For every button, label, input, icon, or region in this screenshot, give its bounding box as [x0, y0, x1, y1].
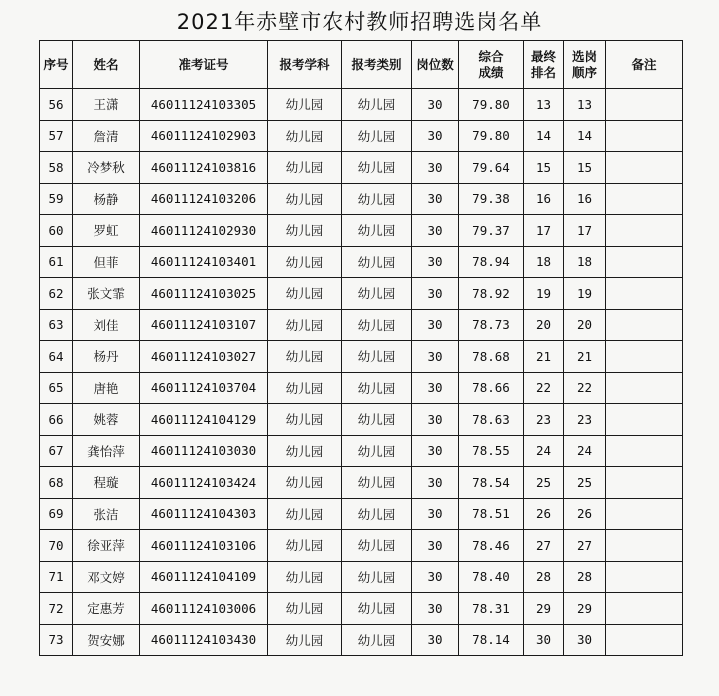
cell-order: 24 — [564, 435, 606, 467]
cell-category: 幼儿园 — [342, 561, 412, 593]
cell-category: 幼儿园 — [342, 309, 412, 341]
cell-positions: 30 — [412, 561, 459, 593]
cell-note — [606, 372, 683, 404]
cell-subject: 幼儿园 — [268, 593, 342, 625]
table-body — [40, 89, 683, 656]
cell-subject: 幼儿园 — [268, 183, 342, 215]
cell-seq: 65 — [40, 372, 73, 404]
cell-score: 78.94 — [459, 246, 524, 278]
cell-name: 杨静 — [73, 183, 140, 215]
cell-name: 张洁 — [73, 498, 140, 530]
cell-seq: 67 — [40, 435, 73, 467]
cell-seq: 68 — [40, 467, 73, 499]
header-positions: 岗位数 — [412, 41, 459, 89]
table-row — [40, 435, 683, 467]
cell-rank: 19 — [524, 278, 564, 310]
cell-category: 幼儿园 — [342, 183, 412, 215]
header-subject: 报考学科 — [268, 41, 342, 89]
cell-note — [606, 435, 683, 467]
header-order — [564, 41, 606, 89]
table-row — [40, 624, 683, 656]
cell-subject: 幼儿园 — [268, 435, 342, 467]
cell-name: 姚蓉 — [73, 404, 140, 436]
header-rank-line2: 排名 — [530, 64, 556, 80]
cell-subject: 幼儿园 — [268, 341, 342, 373]
cell-name: 罗虹 — [73, 215, 140, 247]
cell-seq: 70 — [40, 530, 73, 562]
cell-subject: 幼儿园 — [268, 561, 342, 593]
cell-rank: 16 — [524, 183, 564, 215]
cell-seq: 57 — [40, 120, 73, 152]
cell-score: 79.80 — [459, 120, 524, 152]
cell-score: 78.46 — [459, 530, 524, 562]
cell-note — [606, 278, 683, 310]
cell-name: 程璇 — [73, 467, 140, 499]
cell-score: 79.38 — [459, 183, 524, 215]
cell-exam-no: 46011124103027 — [140, 341, 268, 373]
cell-rank: 30 — [524, 624, 564, 656]
cell-order: 16 — [564, 183, 606, 215]
cell-category: 幼儿园 — [342, 624, 412, 656]
header-score-line1: 综合 — [478, 48, 504, 64]
cell-name: 冷梦秋 — [73, 152, 140, 184]
cell-order: 22 — [564, 372, 606, 404]
cell-positions: 30 — [412, 593, 459, 625]
cell-rank: 22 — [524, 372, 564, 404]
cell-subject: 幼儿园 — [268, 246, 342, 278]
cell-positions: 30 — [412, 120, 459, 152]
table-row — [40, 215, 683, 247]
table-row — [40, 89, 683, 121]
header-rank-line1: 最终 — [530, 48, 556, 64]
cell-subject: 幼儿园 — [268, 152, 342, 184]
cell-score: 78.40 — [459, 561, 524, 593]
cell-exam-no: 46011124103816 — [140, 152, 268, 184]
cell-subject: 幼儿园 — [268, 120, 342, 152]
candidate-table — [39, 40, 683, 656]
cell-positions: 30 — [412, 467, 459, 499]
cell-seq: 63 — [40, 309, 73, 341]
header-category: 报考类别 — [342, 41, 412, 89]
cell-rank: 27 — [524, 530, 564, 562]
cell-rank: 25 — [524, 467, 564, 499]
cell-order: 14 — [564, 120, 606, 152]
header-order-line1: 选岗 — [571, 48, 597, 64]
cell-exam-no: 46011124104109 — [140, 561, 268, 593]
cell-subject: 幼儿园 — [268, 624, 342, 656]
cell-positions: 30 — [412, 435, 459, 467]
cell-score: 78.14 — [459, 624, 524, 656]
cell-order: 13 — [564, 89, 606, 121]
cell-category: 幼儿园 — [342, 152, 412, 184]
cell-rank: 26 — [524, 498, 564, 530]
cell-order: 29 — [564, 593, 606, 625]
cell-positions: 30 — [412, 498, 459, 530]
cell-seq: 71 — [40, 561, 73, 593]
cell-score: 79.64 — [459, 152, 524, 184]
table-row — [40, 561, 683, 593]
cell-name: 邓文婷 — [73, 561, 140, 593]
cell-score: 78.66 — [459, 372, 524, 404]
cell-score: 78.51 — [459, 498, 524, 530]
cell-positions: 30 — [412, 341, 459, 373]
cell-score: 79.37 — [459, 215, 524, 247]
cell-order: 26 — [564, 498, 606, 530]
cell-note — [606, 120, 683, 152]
cell-rank: 20 — [524, 309, 564, 341]
cell-category: 幼儿园 — [342, 404, 412, 436]
cell-positions: 30 — [412, 89, 459, 121]
cell-order: 28 — [564, 561, 606, 593]
header-seq: 序号 — [40, 41, 73, 89]
table-row — [40, 404, 683, 436]
cell-positions: 30 — [412, 278, 459, 310]
cell-seq: 62 — [40, 278, 73, 310]
cell-note — [606, 530, 683, 562]
cell-name: 徐亚萍 — [73, 530, 140, 562]
cell-category: 幼儿园 — [342, 435, 412, 467]
cell-positions: 30 — [412, 152, 459, 184]
cell-note — [606, 215, 683, 247]
cell-order: 18 — [564, 246, 606, 278]
cell-exam-no: 46011124103006 — [140, 593, 268, 625]
cell-note — [606, 593, 683, 625]
cell-order: 27 — [564, 530, 606, 562]
cell-note — [606, 246, 683, 278]
cell-note — [606, 467, 683, 499]
cell-score: 79.80 — [459, 89, 524, 121]
cell-subject: 幼儿园 — [268, 309, 342, 341]
cell-positions: 30 — [412, 183, 459, 215]
cell-name: 杨丹 — [73, 341, 140, 373]
cell-seq: 61 — [40, 246, 73, 278]
cell-subject: 幼儿园 — [268, 467, 342, 499]
cell-subject: 幼儿园 — [268, 89, 342, 121]
cell-category: 幼儿园 — [342, 215, 412, 247]
cell-positions: 30 — [412, 215, 459, 247]
cell-name: 王潇 — [73, 89, 140, 121]
cell-order: 20 — [564, 309, 606, 341]
cell-name: 定惠芳 — [73, 593, 140, 625]
table-row — [40, 593, 683, 625]
cell-exam-no: 46011124103030 — [140, 435, 268, 467]
cell-seq: 72 — [40, 593, 73, 625]
cell-seq: 60 — [40, 215, 73, 247]
page-title: 2021年赤壁市农村教师招聘选岗名单 — [176, 10, 543, 34]
cell-order: 30 — [564, 624, 606, 656]
table-header-row — [40, 41, 683, 89]
cell-category: 幼儿园 — [342, 372, 412, 404]
cell-name: 龚怡萍 — [73, 435, 140, 467]
cell-subject: 幼儿园 — [268, 404, 342, 436]
header-name: 姓名 — [73, 41, 140, 89]
cell-category: 幼儿园 — [342, 278, 412, 310]
cell-positions: 30 — [412, 404, 459, 436]
cell-exam-no: 46011124103430 — [140, 624, 268, 656]
cell-subject: 幼儿园 — [268, 530, 342, 562]
cell-order: 21 — [564, 341, 606, 373]
cell-name: 唐艳 — [73, 372, 140, 404]
cell-note — [606, 183, 683, 215]
table-row — [40, 246, 683, 278]
cell-score: 78.55 — [459, 435, 524, 467]
cell-seq: 59 — [40, 183, 73, 215]
table-row — [40, 278, 683, 310]
cell-order: 25 — [564, 467, 606, 499]
cell-score: 78.68 — [459, 341, 524, 373]
cell-category: 幼儿园 — [342, 467, 412, 499]
cell-exam-no: 46011124103206 — [140, 183, 268, 215]
cell-subject: 幼儿园 — [268, 215, 342, 247]
cell-note — [606, 498, 683, 530]
cell-rank: 17 — [524, 215, 564, 247]
table-row — [40, 183, 683, 215]
cell-note — [606, 341, 683, 373]
cell-name: 张文霏 — [73, 278, 140, 310]
cell-order: 17 — [564, 215, 606, 247]
cell-exam-no: 46011124103401 — [140, 246, 268, 278]
cell-note — [606, 404, 683, 436]
cell-seq: 73 — [40, 624, 73, 656]
cell-score: 78.63 — [459, 404, 524, 436]
cell-seq: 64 — [40, 341, 73, 373]
cell-exam-no: 46011124104303 — [140, 498, 268, 530]
cell-order: 15 — [564, 152, 606, 184]
table-row — [40, 372, 683, 404]
cell-exam-no: 46011124104129 — [140, 404, 268, 436]
cell-rank: 18 — [524, 246, 564, 278]
cell-exam-no: 46011124103704 — [140, 372, 268, 404]
header-note: 备注 — [606, 41, 683, 89]
cell-exam-no: 46011124103305 — [140, 89, 268, 121]
cell-exam-no: 46011124103424 — [140, 467, 268, 499]
header-rank — [524, 41, 564, 89]
cell-order: 23 — [564, 404, 606, 436]
header-exam-no: 准考证号 — [140, 41, 268, 89]
cell-note — [606, 624, 683, 656]
header-score-line2: 成绩 — [478, 64, 504, 80]
cell-exam-no: 46011124102930 — [140, 215, 268, 247]
cell-category: 幼儿园 — [342, 89, 412, 121]
cell-note — [606, 89, 683, 121]
cell-category: 幼儿园 — [342, 246, 412, 278]
cell-rank: 14 — [524, 120, 564, 152]
cell-subject: 幼儿园 — [268, 278, 342, 310]
cell-rank: 29 — [524, 593, 564, 625]
cell-category: 幼儿园 — [342, 593, 412, 625]
table-row — [40, 467, 683, 499]
header-score — [459, 41, 524, 89]
header-order-line2: 顺序 — [571, 64, 597, 80]
cell-score: 78.54 — [459, 467, 524, 499]
table-row — [40, 120, 683, 152]
cell-positions: 30 — [412, 372, 459, 404]
cell-order: 19 — [564, 278, 606, 310]
cell-positions: 30 — [412, 530, 459, 562]
cell-exam-no: 46011124103106 — [140, 530, 268, 562]
table-row — [40, 530, 683, 562]
cell-seq: 66 — [40, 404, 73, 436]
cell-note — [606, 309, 683, 341]
table-row — [40, 152, 683, 184]
cell-category: 幼儿园 — [342, 341, 412, 373]
table-row — [40, 309, 683, 341]
cell-score: 78.73 — [459, 309, 524, 341]
cell-note — [606, 152, 683, 184]
cell-exam-no: 46011124103107 — [140, 309, 268, 341]
cell-exam-no: 46011124102903 — [140, 120, 268, 152]
cell-name: 但菲 — [73, 246, 140, 278]
table-row — [40, 498, 683, 530]
cell-rank: 21 — [524, 341, 564, 373]
cell-note — [606, 561, 683, 593]
table-row — [40, 341, 683, 373]
cell-seq: 58 — [40, 152, 73, 184]
cell-positions: 30 — [412, 624, 459, 656]
cell-score: 78.31 — [459, 593, 524, 625]
cell-category: 幼儿园 — [342, 530, 412, 562]
cell-category: 幼儿园 — [342, 120, 412, 152]
cell-name: 詹清 — [73, 120, 140, 152]
cell-category: 幼儿园 — [342, 498, 412, 530]
cell-score: 78.92 — [459, 278, 524, 310]
cell-name: 刘佳 — [73, 309, 140, 341]
cell-positions: 30 — [412, 246, 459, 278]
cell-seq: 69 — [40, 498, 73, 530]
cell-seq: 56 — [40, 89, 73, 121]
cell-subject: 幼儿园 — [268, 372, 342, 404]
cell-rank: 24 — [524, 435, 564, 467]
cell-rank: 15 — [524, 152, 564, 184]
cell-positions: 30 — [412, 309, 459, 341]
cell-name: 贺安娜 — [73, 624, 140, 656]
cell-rank: 13 — [524, 89, 564, 121]
cell-rank: 23 — [524, 404, 564, 436]
cell-exam-no: 46011124103025 — [140, 278, 268, 310]
cell-subject: 幼儿园 — [268, 498, 342, 530]
cell-rank: 28 — [524, 561, 564, 593]
